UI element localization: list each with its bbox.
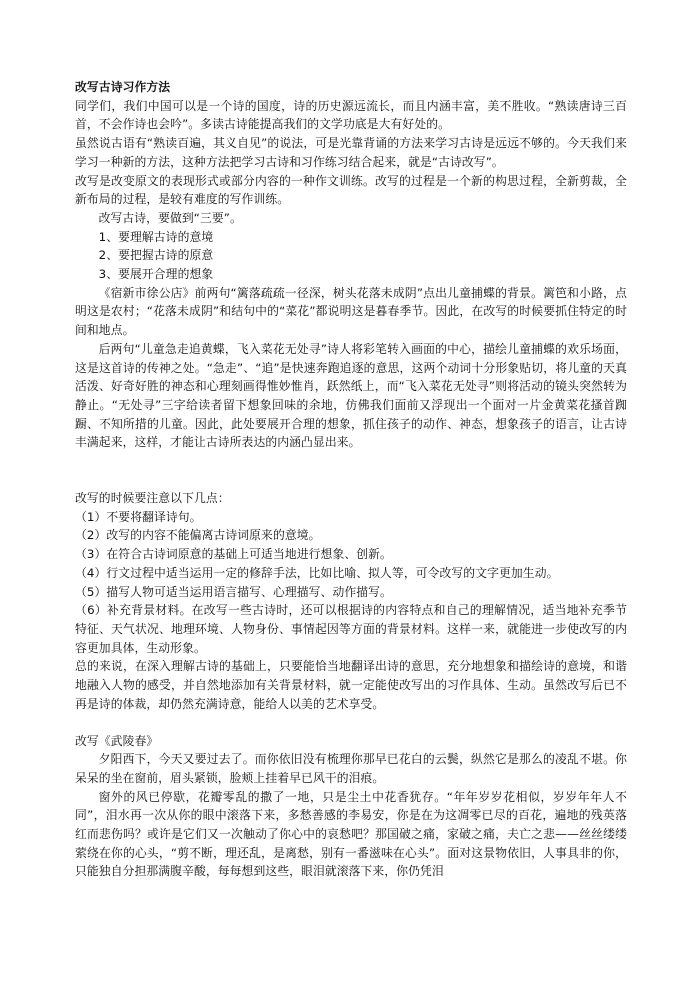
- example-paragraph-2: 后两句“儿童急走追黄蝶，飞入菜花无处寻”诗人将彩笔转入画面的中心，描绘儿童捕蝶的欢乐场面，这是这首诗的传神之处。“急走”、“追”是快速奔跑追逐的意思，这两个动词十分形象贴切，将儿童的天真活泼、好奇好胜的神态和心理刻画得惟妙惟肖，跃然纸上，而“飞入菜花无处寻”则将活动的镜头突然转为静止。“无处寻”三字给读者留下想象回味的余地，仿佛我们面前又浮现出一个面对一片金黄菜花搔首踟蹰、不知所措的儿童。因此，此处要展开合理的想象，抓住孩子的动作、神态，想象孩子的语言，让古诗丰满起来，这样，才能让古诗所表达的内涵凸显出来。: [75, 341, 627, 450]
- note-item: （2）改写的内容不能偏离古诗词原来的意境。: [75, 528, 321, 543]
- notes-lead: 改写的时候要注意以下几点：: [75, 491, 230, 506]
- intro-paragraph-1: 同学们，我们中国可以是一个诗的国度，诗的历史源远流长，而且内涵丰富，美不胜收。“熟读唐诗三百首，不会作诗也会吟”。多读古诗能提高我们的文学功底是大有好处的。: [75, 98, 627, 132]
- note-item: （4）行文过程中适当运用一定的修辞手法，比如比喻、拟人等，可令改写的文字更加生动。: [75, 565, 559, 580]
- section-spacer: [75, 452, 627, 489]
- sample-title: 改写《武陵春》: [75, 733, 159, 748]
- notes-list: [75, 508, 627, 658]
- requirements-list: [75, 228, 627, 284]
- note-item: （1）不要将翻译诗句。: [75, 509, 202, 524]
- sample-paragraph-1: 夕阳西下，今天又要过去了。而你依旧没有梳理你那早已花白的云鬓，纵然它是那么的凌乱不堪。你呆呆的坐在窗前，眉头紧锁，脸颊上挂着早已风干的泪痕。: [75, 752, 627, 785]
- intro-paragraph-2: 虽然说古语有“熟读百遍，其义自见”的说法，可是光靠背诵的方法来学习古诗是远远不够的。今天我们来学习一种新的方法，这种方法把学习古诗和习作练习结合起来，就是“古诗改写”。: [75, 136, 627, 169]
- example-paragraph-1: 《宿新市徐公店》前两句“篱落疏疏一径深，树头花落未成阴”点出儿童捕蝶的背景。篱笆和小路，点明这是农村；“花落未成阴”和结句中的“菜花”都说明这是暮春季节。因此，在改写的时候要抓住特定的时间和地点。: [75, 285, 627, 338]
- note-item: （5）描写人物可适当运用语言描写、心理描写、动作描写。: [75, 584, 392, 599]
- requirement-item: 3、要展开合理的想象: [98, 267, 214, 282]
- section-spacer: [75, 714, 627, 732]
- requirements-lead: 改写古诗，要做到“三要”。: [98, 210, 242, 225]
- sample-paragraph-2: 窗外的风已停歇，花瓣零乱的撒了一地，只是尘土中花香犹存。“年年岁岁花相似，岁岁年年人不同”，泪水再一次从你的眼中滚落下来，多愁善感的李易安，你是在为这凋零已尽的百花，遍地的残英落红而悲伤吗？或许是它们又一次触动了你心中的哀愁吧？那国破之痛，家破之痛，夫亡之悲——丝丝缕缕萦绕在你的心头，“剪不断，理还乱，是离愁，别有一番滋味在心头”。面对这景物依旧，人事具非的你，只能独自分担那满腹辛酸，每每想到这些，眼泪就滚落下来，你仍凭泪: [75, 789, 627, 879]
- requirement-item: 2、要把握古诗的原意: [98, 248, 214, 263]
- requirement-item: 1、要理解古诗的意境: [98, 229, 214, 244]
- page-title: 改写古诗习作方法: [75, 80, 171, 94]
- summary-paragraph: 总的来说，在深入理解古诗的基础上，只要能恰当地翻译出诗的意思，充分地想象和描绘诗的意境，和谐地融入人物的感受，并自然地添加有关背景材料，就一定能使改写出的习作具体、生动。虽然改写后已不再是诗的体裁，却仍然充满诗意，能给人以美的艺术享受。: [75, 659, 627, 711]
- document-body: [75, 78, 627, 881]
- intro-paragraph-3: 改写是改变原文的表现形式或部分内容的一种作文训练。改写的过程是一个新的构思过程，全新剪裁，全新布局的过程，是较有难度的写作训练。: [75, 173, 627, 207]
- note-item: （6）补充背景材料。在改写一些古诗时，还可以根据诗的内容特点和自己的理解情况，适当地补充季节特征、天气状况、地理环境、人物身份、事情起因等方面的背景材料。这样一来，就能进一步使改写的内容更加具体，生动形象。: [75, 603, 627, 655]
- note-item: （3）在符合古诗词原意的基础上可适当地进行想象、创新。: [75, 547, 392, 562]
